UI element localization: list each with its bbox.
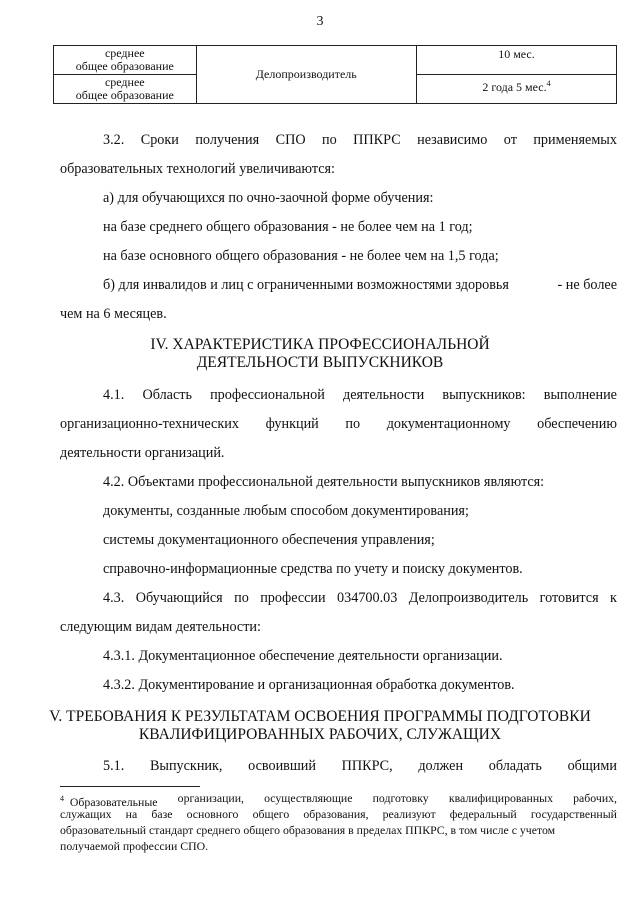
footnote-marker: 4 [60,794,64,803]
item-b-line2: чем на 6 месяцев. [60,306,167,322]
para-3-2-line1: 3.2. Сроки получения СПО по ППКРС независимо от применяемых [103,132,617,148]
para-4-3-line1: 4.3. Обучающийся по профессии 034700.03 Делопроизводитель готовится к [103,590,617,606]
item-a1: на базе среднего общего образования - не более чем на 1 год; [103,219,473,235]
object-item: справочно-информационные средства по учету и поиску документов. [103,561,523,577]
footnote-ref: 4 [546,79,551,88]
para-4-3-line2: следующим видам деятельности: [60,619,261,635]
education-cell: среднее общее образование [54,75,197,104]
section-heading-iv-line2: ДЕЯТЕЛЬНОСТИ ВЫПУСКНИКОВ [196,354,444,371]
item-a: а) для обучающихся по очно-заочной форме обучения: [103,190,434,206]
education-cell: среднее общее образование [54,46,197,75]
para-4-1-line1: 4.1. Область профессиональной деятельности выпускников: выполнение [103,387,617,403]
term-cell: 2 года 5 мес.$^4$ [416,75,616,104]
para-3-2-line2: образовательных технологий увеличиваются: [60,161,335,177]
page-number: 3 [316,14,324,29]
section-heading-v: V. ТРЕБОВАНИЯ К РЕЗУЛЬТАТАМ ОСВОЕНИЯ ПРОГРАММЫ ПОДГОТОВКИ [49,708,591,725]
footnote-line4: получаемой профессии СПО. [60,839,209,853]
footnote-line3: образовательный стандарт среднего общего образования в пределах ППКРС, в том числе с учетом [60,823,556,837]
item-a2: на базе основного общего образования - не более чем на 1,5 года; [103,248,499,264]
education-terms-table [53,45,617,104]
footnote-line2: служащих на базе основного общего образования, реализуют федеральный государственный [60,807,617,821]
para-4-1-line2: организационно-технических функций по документационному обеспечению [60,416,617,432]
para-4-2: 4.2. Объектами профессиональной деятельности выпускников являются: [103,474,545,490]
table-row [54,46,617,75]
para-4-3-2: 4.3.2. Документирование и организационная обработка документов. [103,677,515,693]
section-heading-v-line2: КВАЛИФИЦИРОВАННЫХ РАБОЧИХ, СЛУЖАЩИХ [138,726,502,743]
item-b-line1: б) для инвалидов и лиц с ограниченными возможностями здоровья - не более [103,277,617,293]
footnote-line1: $^4$ Образовательные организации, осуществляющие подготовку квалифицированных рабочих, [60,791,617,809]
footnote-divider [60,786,200,787]
object-item: системы документационного обеспечения управления; [103,532,435,548]
para-5-1-line1: 5.1. Выпускник, освоивший ППКРС, должен обладать общими [103,758,617,774]
object-item: документы, созданные любым способом документирования; [103,503,469,519]
para-4-1-line3: деятельности организаций. [60,445,225,461]
section-heading-iv: IV. ХАРАКТЕРИСТИКА ПРОФЕССИОНАЛЬНОЙ [150,336,490,353]
profession-cell: Делопроизводитель [196,46,416,104]
para-4-3-1: 4.3.1. Документационное обеспечение деятельности организации. [103,648,503,664]
term-cell: 10 мес. [416,46,616,75]
